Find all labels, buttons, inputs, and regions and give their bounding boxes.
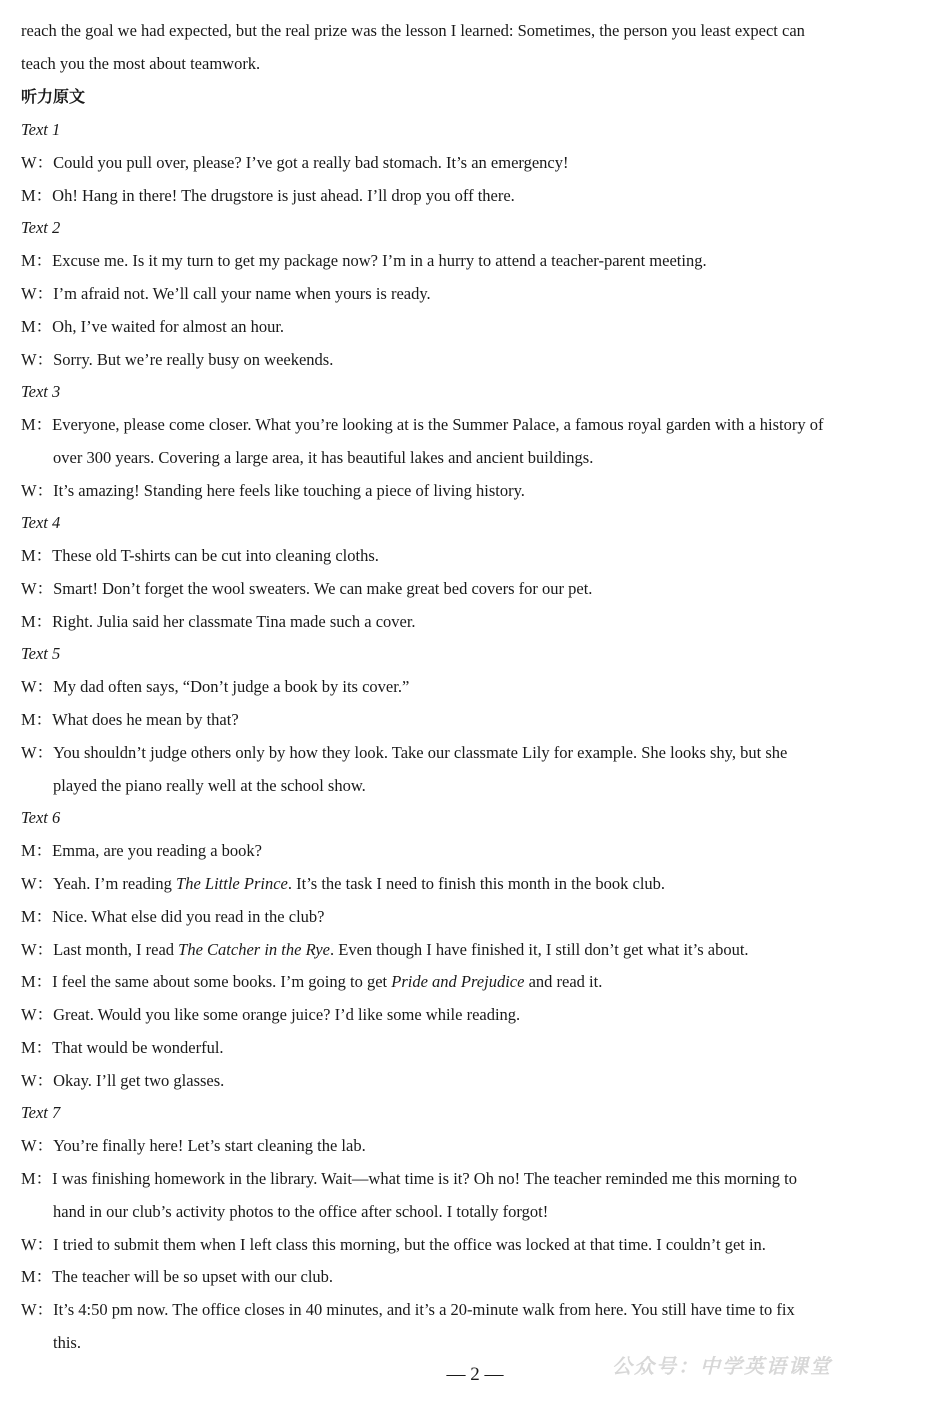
text-label: Text 4 xyxy=(21,513,61,532)
text-label: Text 5 xyxy=(21,644,61,663)
text-label: Text 3 xyxy=(21,382,61,401)
dialogue-line-continued: hand in our club’s activity photos to the office after school. I totally forgot! xyxy=(53,1202,549,1221)
dialogue-line: W：Yeah. I’m reading The Little Prince. It’s the task I need to finish this month in the book club. xyxy=(21,874,666,893)
dialogue-line: M：That would be wonderful. xyxy=(21,1038,224,1057)
text-label: Text 7 xyxy=(21,1103,61,1122)
dialogue-line: M：I feel the same about some books. I’m going to get Pride and Prejudice and read it. xyxy=(21,972,603,991)
dialogue-line: W：Sorry. But we’re really busy on weekends. xyxy=(21,350,334,369)
dialogue-line: M：Emma, are you reading a book? xyxy=(21,841,263,860)
dialogue-line: M：Nice. What else did you read in the club? xyxy=(21,907,325,926)
dialogue-line: W：Could you pull over, please? I’ve got a really bad stomach. It’s an emergency! xyxy=(21,153,569,172)
dialogue-line: W：I tried to submit them when I left class this morning, but the office was locked at that time. I couldn’t get in. xyxy=(21,1235,766,1254)
dialogue-line: W：Smart! Don’t forget the wool sweaters. We can make great bed covers for our pet. xyxy=(21,579,593,598)
section-heading: 听力原文 xyxy=(21,87,86,106)
dialogue-line: W：Last month, I read The Catcher in the Rye. Even though I have finished it, I still don’t get what it’s about. xyxy=(21,940,749,959)
dialogue-line: M：Everyone, please come closer. What you’re looking at is the Summer Palace, a famous royal garden with a history of xyxy=(21,415,824,434)
dialogue-line: M：Oh! Hang in there! The drugstore is just ahead. I’ll drop you off there. xyxy=(21,186,515,205)
dialogue-line-continued: played the piano really well at the school show. xyxy=(53,776,366,795)
dialogue-line: W：My dad often says, “Don’t judge a book by its cover.” xyxy=(21,677,410,696)
dialogue-line: W：You shouldn’t judge others only by how they look. Take our classmate Lily for example. She looks shy, but she xyxy=(21,743,788,762)
dialogue-line: W：You’re finally here! Let’s start cleaning the lab. xyxy=(21,1136,366,1155)
watermark: 公众号：中学英语课堂 xyxy=(612,1354,832,1378)
dialogue-line: M：Right. Julia said her classmate Tina made such a cover. xyxy=(21,612,416,631)
dialogue-line: M：What does he mean by that? xyxy=(21,710,239,729)
dialogue-line: W：Great. Would you like some orange juice? I’d like some while reading. xyxy=(21,1005,521,1024)
page-number: — 2 — xyxy=(446,1364,504,1385)
paragraph-line: teach you the most about teamwork. xyxy=(21,54,261,73)
dialogue-line: W：I’m afraid not. We’ll call your name when yours is ready. xyxy=(21,284,431,303)
dialogue-line: W：Okay. I’ll get two glasses. xyxy=(21,1071,225,1090)
paragraph-line: reach the goal we had expected, but the real prize was the lesson I learned: Sometimes, the person you least expect can xyxy=(21,21,805,40)
dialogue-line: M：Oh, I’ve waited for almost an hour. xyxy=(21,317,285,336)
text-label: Text 1 xyxy=(21,120,61,139)
dialogue-line: M：I was finishing homework in the library. Wait—what time is it? Oh no! The teacher reminded me this morning to xyxy=(21,1169,797,1188)
dialogue-line: W：It’s 4:50 pm now. The office closes in 40 minutes, and it’s a 20-minute walk from here. You still have time to fix xyxy=(21,1300,795,1319)
dialogue-line-continued: this. xyxy=(53,1333,81,1352)
dialogue-line: M：These old T-shirts can be cut into cleaning cloths. xyxy=(21,546,379,565)
dialogue-line: M：The teacher will be so upset with our club. xyxy=(21,1267,334,1286)
text-label: Text 2 xyxy=(21,218,61,237)
text-label: Text 6 xyxy=(21,808,61,827)
dialogue-line: W：It’s amazing! Standing here feels like touching a piece of living history. xyxy=(21,481,525,500)
dialogue-line-continued: over 300 years. Covering a large area, it has beautiful lakes and ancient buildings. xyxy=(53,448,594,467)
dialogue-line: M：Excuse me. Is it my turn to get my package now? I’m in a hurry to attend a teacher-parent meeting. xyxy=(21,251,707,270)
